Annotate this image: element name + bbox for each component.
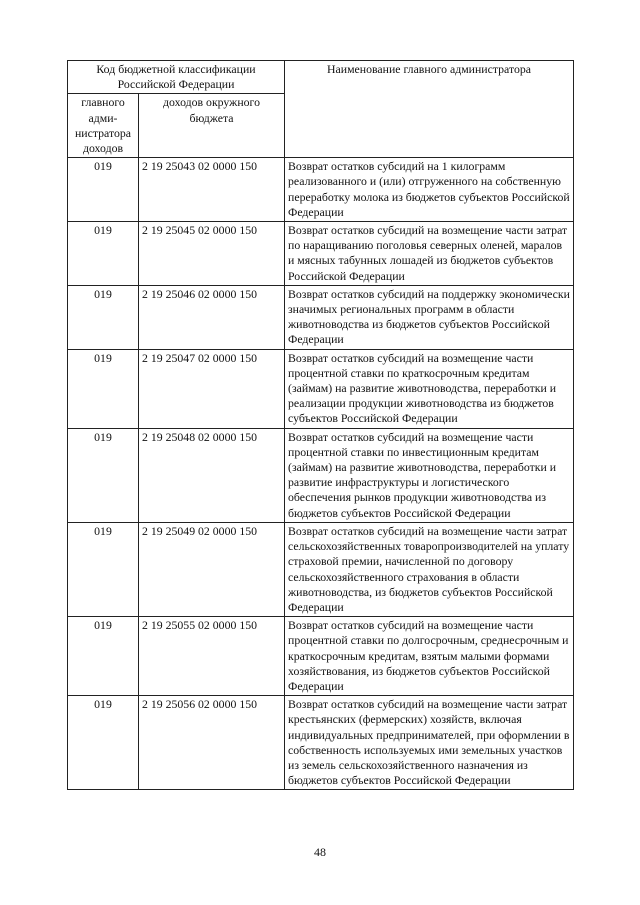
table-row — [68, 428, 574, 522]
admin-code-cell: 019 — [68, 222, 139, 286]
admin-code-cell: 019 — [68, 428, 139, 522]
budget-code-cell: 2 19 25045 02 0000 150 — [139, 222, 285, 286]
administrator-name-cell: Возврат остатков субсидий на возмещение части затрат сельскохозяйственных товаропроизводителей на уплату страховой премии, начисленной по договору сельскохозяйственного страхования в области животноводства, из бюджетов субъектов Российской Федерации — [285, 522, 574, 616]
table-row — [68, 617, 574, 696]
budget-code-cell: 2 19 25046 02 0000 150 — [139, 285, 285, 349]
admin-code-cell: 019 — [68, 158, 139, 222]
header-budget-code-group: Код бюджетной классификации Российской Федерации — [68, 61, 285, 94]
budget-code-cell: 2 19 25043 02 0000 150 — [139, 158, 285, 222]
budget-code-cell: 2 19 25048 02 0000 150 — [139, 428, 285, 522]
page-number: 48 — [314, 845, 326, 859]
header-main-administrator: главного адми-нистратора доходов — [68, 94, 139, 158]
table-row — [68, 522, 574, 616]
administrator-name-cell: Возврат остатков субсидий на возмещение части затрат по наращиванию поголовья северных оленей, маралов и мясных табунных лошадей из бюджетов субъектов Российской Федерации — [285, 222, 574, 286]
admin-code-cell: 019 — [68, 696, 139, 790]
budget-code-cell: 2 19 25056 02 0000 150 — [139, 696, 285, 790]
administrator-name-cell: Возврат остатков субсидий на возмещение части процентной ставки по инвестиционным кредитам (займам) на развитие животноводства, переработки и развитие инфраструктуры и логистического обеспечения рынков продукции животноводства из бюджетов субъектов Российской Федерации — [285, 428, 574, 522]
admin-code-cell: 019 — [68, 617, 139, 696]
budget-code-cell: 2 19 25049 02 0000 150 — [139, 522, 285, 616]
table-row — [68, 222, 574, 286]
administrator-name-cell: Возврат остатков субсидий на 1 килограмм реализованного и (или) отгруженного на собственную переработку молока из бюджетов субъектов Российской Федерации — [285, 158, 574, 222]
administrator-name-cell: Возврат остатков субсидий на возмещение части затрат крестьянских (фермерских) хозяйств, включая индивидуальных предпринимателей, при оформлении в собственность используемых ими земельных участков из земель сельскохозяйственного назначения из бюджетов субъектов Российской Федерации — [285, 696, 574, 790]
budget-code-cell: 2 19 25055 02 0000 150 — [139, 617, 285, 696]
budget-code-cell: 2 19 25047 02 0000 150 — [139, 349, 285, 428]
table-row — [68, 285, 574, 349]
table-row — [68, 158, 574, 222]
administrator-name-cell: Возврат остатков субсидий на возмещение части процентной ставки по краткосрочным кредитам (займам) на развитие животноводства, переработки и реализации продукции животноводства из бюджетов субъектов Российской Федерации — [285, 349, 574, 428]
admin-code-cell: 019 — [68, 522, 139, 616]
table-row — [68, 696, 574, 790]
administrator-name-cell: Возврат остатков субсидий на возмещение части процентной ставки по долгосрочным, среднесрочным и краткосрочным кредитам, взятым малыми формами хозяйствования, из бюджетов субъектов Российской Федерации — [285, 617, 574, 696]
table-body — [68, 158, 574, 790]
header-administrator-name: Наименование главного администратора — [285, 61, 574, 158]
administrator-name-cell: Возврат остатков субсидий на поддержку экономически значимых региональных программ в области животноводства из бюджетов субъектов Российской Федерации — [285, 285, 574, 349]
header-row-top — [68, 61, 574, 94]
admin-code-cell: 019 — [68, 349, 139, 428]
table-row — [68, 349, 574, 428]
budget-classification-table — [67, 60, 574, 790]
header-district-budget-income: доходов окружного бюджета — [139, 94, 285, 158]
admin-code-cell: 019 — [68, 285, 139, 349]
